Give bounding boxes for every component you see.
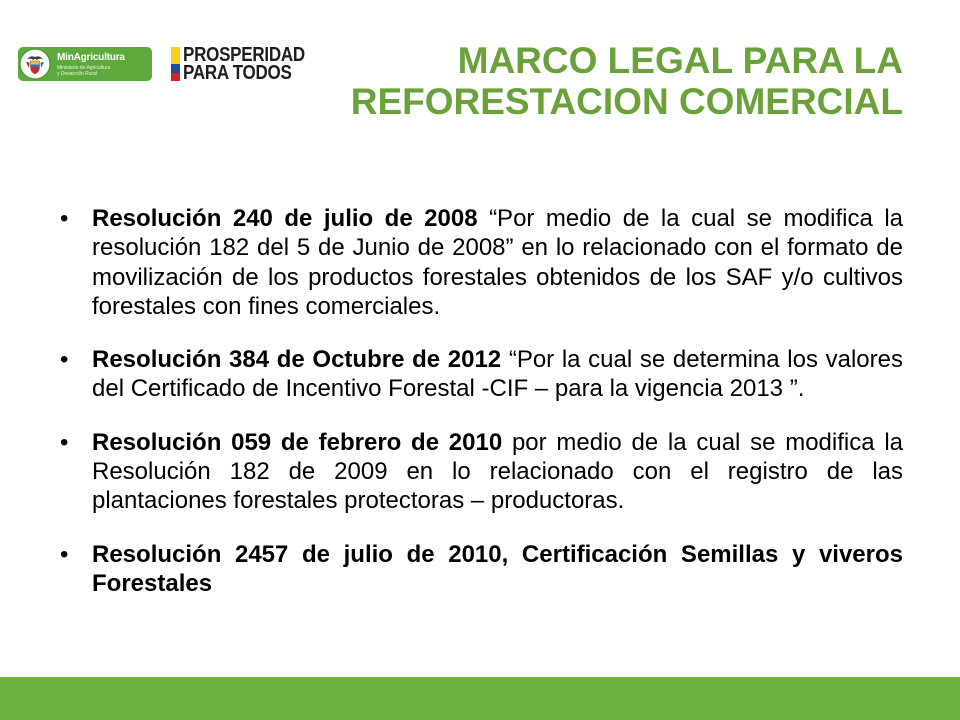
bullet-icon — [60, 204, 72, 233]
slide-title — [351, 40, 903, 122]
prosperidad-logo-line1: PROSPERIDAD — [183, 44, 305, 66]
prosperidad-para-todos-logo — [170, 45, 310, 83]
resolutions-list — [58, 204, 903, 622]
minagricultura-logo-subtitle: y Desarrollo Rural — [57, 71, 98, 77]
footer-bar — [0, 677, 960, 720]
list-item — [58, 540, 903, 599]
resolution-description: “Por medio de la cual se modifica la resolución 182 del 5 de Junio de 2008” en lo relacionado con el formato de movilización de los productos forestales obtenidos de los SAF y/o cultivos forestales con fines comerciales. — [92, 205, 903, 320]
slide-title-line2: REFORESTACION COMERCIAL — [350, 81, 903, 122]
colombia-flag-icon — [171, 47, 180, 81]
list-item — [58, 204, 903, 321]
bullet-icon — [60, 428, 72, 457]
resolution-reference: Resolución 240 de julio de 2008 — [92, 205, 478, 232]
bullet-icon — [60, 345, 72, 374]
minagricultura-logo-subtitle: Ministerio de Agricultura — [57, 65, 111, 71]
list-item — [58, 345, 903, 404]
list-item — [58, 428, 903, 516]
minagricultura-logo-name: MinAgricultura — [57, 52, 125, 63]
resolution-reference: Resolución 059 de febrero de 2010 — [92, 428, 503, 456]
resolution-description: por medio de la cual se modifica la Resolución 182 de 2009 en lo relacionado con el registro de las plantaciones forestales protectoras – productoras. — [92, 428, 903, 515]
resolution-reference: Resolución 2457 de julio de 2010, Certificación Semillas y viveros Forestales — [92, 540, 903, 597]
slide-title-line1: MARCO LEGAL PARA LA — [457, 40, 903, 81]
coat-of-arms-icon — [19, 48, 51, 80]
prosperidad-logo-line2: PARA TODOS — [183, 62, 292, 84]
minagricultura-logo — [18, 47, 152, 81]
bullet-icon — [60, 540, 72, 569]
resolution-reference: Resolución 384 de Octubre de 2012 — [92, 346, 502, 374]
resolution-description: “Por la cual se determina los valores del Certificado de Incentivo Forestal -CIF – para la vigencia 2013 ”. — [92, 346, 903, 403]
